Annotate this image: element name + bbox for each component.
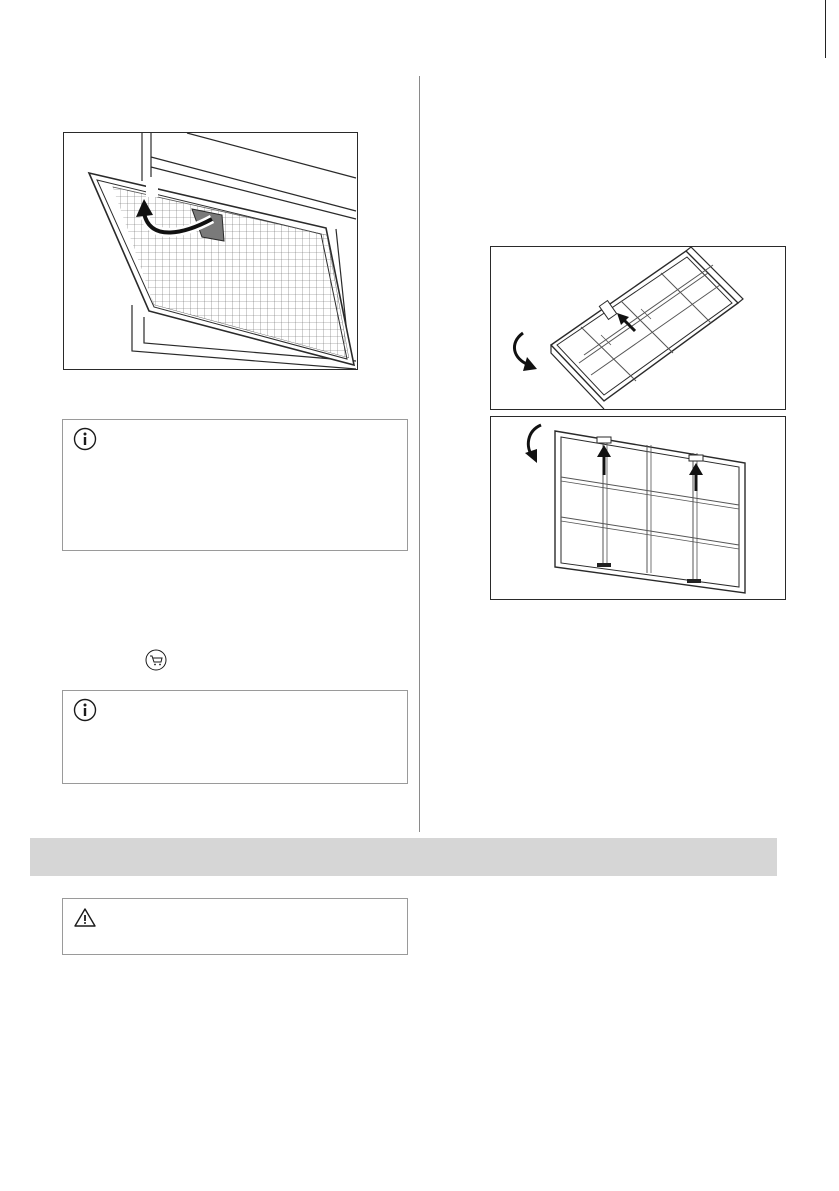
info-icon — [73, 698, 97, 722]
carbon-filter-tilt-illustration — [491, 247, 785, 409]
column-divider — [419, 76, 420, 832]
warning-icon — [73, 906, 97, 930]
info-note — [62, 419, 408, 551]
grease-filter-illustration — [64, 133, 357, 369]
shop-cart-icon — [145, 649, 167, 671]
info-icon — [73, 427, 97, 451]
crop-mark — [825, 0, 826, 58]
warning-note — [62, 898, 408, 955]
section-heading-bar — [30, 838, 777, 876]
carbon-filter-tilt-figure — [490, 246, 786, 410]
info-note — [62, 690, 408, 784]
grease-filter-figure — [63, 132, 358, 370]
carbon-filter-release-illustration — [491, 417, 785, 599]
carbon-filter-release-figure — [490, 416, 786, 600]
